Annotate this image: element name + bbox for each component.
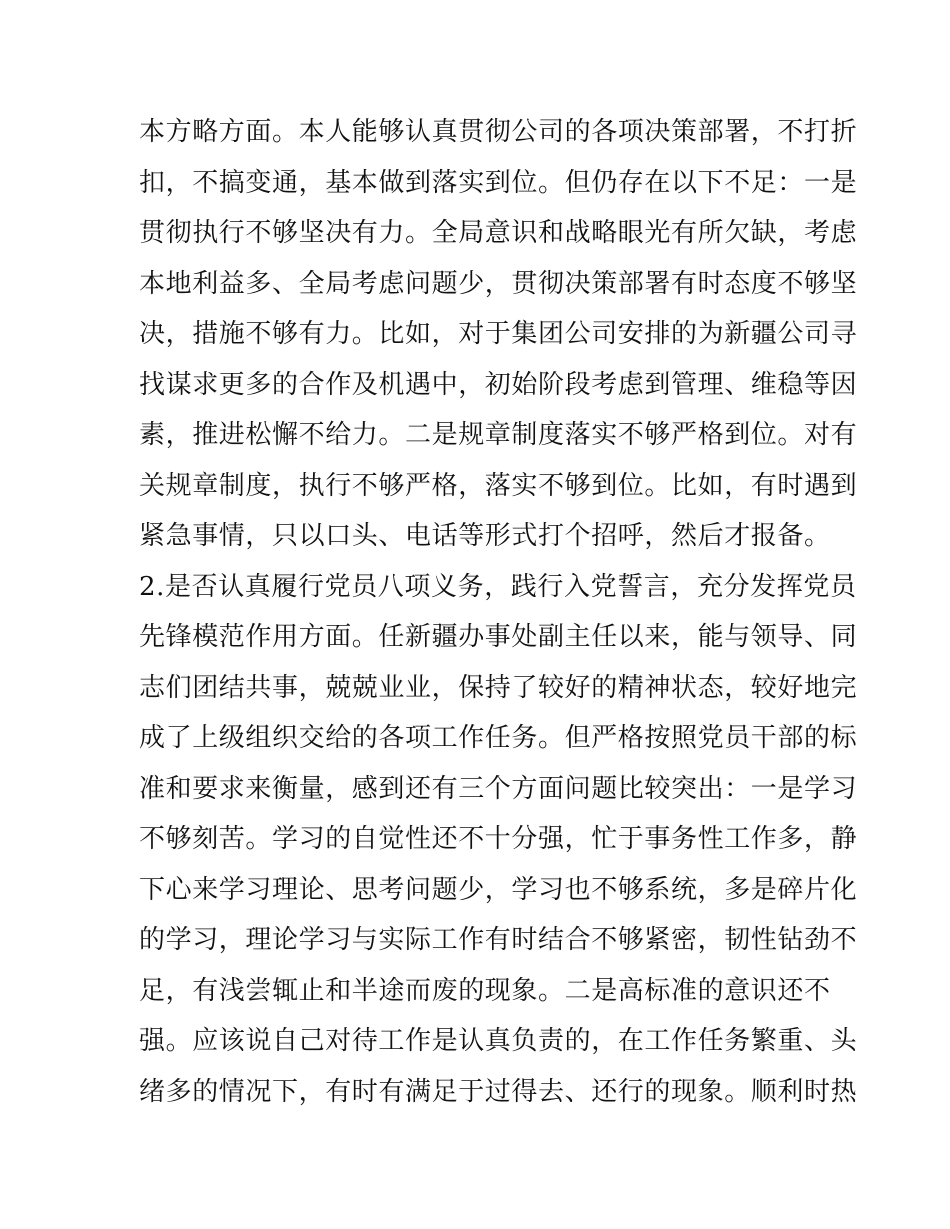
- text-line-5: 决，措施不够有力。比如，对于集团公司安排的为新疆公司寻: [139, 319, 858, 349]
- text-line-18: 足，有浅尝辄止和半途而废的现象。二是高标准的意识还不: [139, 975, 831, 1006]
- text-line-1: 本方略方面。本人能够认真贯彻公司的各项决策部署，不打折: [139, 117, 858, 147]
- text-line-15: 不够刻苦。学习的自觉性还不十分强，忙于事务性工作多，静: [139, 824, 858, 854]
- text-line-17: 的学习，理论学习与实际工作有时结合不够紧密，韧性钻劲不: [139, 925, 858, 955]
- text-line-16: 下心来学习理论、思考问题少，学习也不够系统，多是碎片化: [139, 874, 858, 905]
- text-line-20: 绪多的情况下，有时有满足于过得去、还行的现象。顺利时热: [139, 1076, 858, 1107]
- text-line-9: 紧急事情，只以口头、电话等形式打个招呼，然后才报备。: [139, 521, 831, 551]
- text-line-6: 找谋求更多的合作及机遇中，初始阶段考虑到管理、维稳等因: [139, 369, 858, 400]
- text-line-10: 2.是否认真履行党员八项义务，践行入党誓言，充分发挥党员: [139, 571, 857, 602]
- text-line-2: 扣，不搞变通，基本做到落实到位。但仍存在以下不足：一是: [139, 167, 858, 198]
- text-line-12: 志们团结共事，兢兢业业，保持了较好的精神状态，较好地完: [139, 672, 858, 703]
- text-line-4: 本地利益多、全局考虑问题少，贯彻决策部署有时态度不够坚: [139, 268, 858, 299]
- text-line-11: 先锋模范作用方面。任新疆办事处副主任以来，能与领导、同: [139, 622, 858, 652]
- body-text: [139, 107, 858, 1117]
- text-line-14: 准和要求来衡量，感到还有三个方面问题比较突出：一是学习: [139, 773, 858, 804]
- text-line-7: 素，推进松懈不给力。二是规章制度落实不够严格到位。对有: [139, 420, 858, 450]
- text-line-13: 成了上级组织交给的各项工作任务。但严格按照党员干部的标: [139, 723, 858, 753]
- text-line-8: 关规章制度，执行不够严格，落实不够到位。比如，有时遇到: [139, 470, 858, 501]
- text-line-3: 贯彻执行不够坚决有力。全局意识和战略眼光有所欠缺，考虑: [139, 218, 858, 248]
- text-line-19: 强。应该说自己对待工作是认真负责的，在工作任务繁重、头: [139, 1026, 858, 1056]
